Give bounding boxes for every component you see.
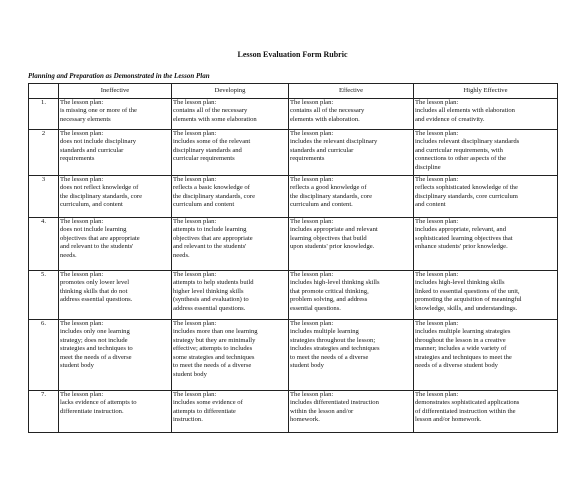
cell-text-line: higher level thinking skills xyxy=(173,287,244,295)
cell-text-line: differentiate instruction. xyxy=(60,407,124,415)
rubric-cell-highly-effective xyxy=(414,320,558,391)
cell-text-line: The lesson plan: xyxy=(415,130,459,137)
cell-text-line: strategies and techniques to meet the xyxy=(415,353,512,361)
rubric-cell-highly-effective xyxy=(414,130,558,176)
cell-text-line: disciplinary standards and xyxy=(173,146,242,154)
cell-text-line: manner; includes a wide variety of xyxy=(415,345,507,353)
cell-text-line: curriculum and content xyxy=(173,201,235,209)
cell-text-line: homework. xyxy=(290,416,320,424)
cell-text-line: requirements xyxy=(290,155,325,163)
header-number xyxy=(29,84,59,99)
cell-text-line: strategy; does not include xyxy=(60,336,128,344)
cell-text-line: instruction. xyxy=(173,416,203,424)
cell-text-line: The lesson plan: xyxy=(415,271,459,278)
cell-text-line: essential questions. xyxy=(290,304,341,312)
cell-text-line: The lesson plan: xyxy=(60,218,104,225)
cell-text-line: of differentiated instruction within the xyxy=(415,407,516,415)
cell-text-line: promoting the acquisition of meaningful xyxy=(415,296,522,304)
cell-text-line: learning objectives that build xyxy=(290,234,367,242)
cell-text-line: that promote critical thinking, xyxy=(290,287,369,295)
cell-text-line: reflects sophisticated knowledge of the xyxy=(415,184,518,192)
cell-text-line: the disciplinary standards, core xyxy=(60,192,143,200)
rubric-cell-highly-effective xyxy=(414,271,558,320)
cell-text-line: contains all of the necessary xyxy=(290,107,365,115)
cell-text-line: requirements xyxy=(60,155,95,163)
cell-text-line: strategy but they are minimally xyxy=(173,336,256,344)
rubric-cell-effective xyxy=(289,218,414,271)
rubric-cell-ineffective xyxy=(59,391,172,433)
cell-text-line: The lesson plan: xyxy=(290,99,334,106)
cell-text-line: includes all elements with elaboration xyxy=(415,107,515,115)
cell-text-line: curriculum, and content xyxy=(60,201,123,209)
cell-text-line: knowledge, skills, and understandings. xyxy=(415,304,518,312)
header-highly-effective: Highly Effective xyxy=(414,84,558,99)
cell-text-line: The lesson plan: xyxy=(415,391,459,398)
cell-text-line: to meet the needs of a diverse xyxy=(173,362,252,370)
cell-text-line: reflects a good knowledge of xyxy=(290,184,367,192)
rubric-body xyxy=(29,99,558,433)
header-developing: Developing xyxy=(172,84,289,99)
cell-text-line: lacks evidence of attempts to xyxy=(60,399,137,407)
cell-text-line: and evidence of creativity. xyxy=(415,115,485,123)
rubric-cell-effective xyxy=(289,99,414,130)
cell-text-line: student body xyxy=(60,362,94,370)
table-row xyxy=(29,271,558,320)
cell-text-line: throughout the lesson in a creative xyxy=(415,336,506,344)
cell-text-line: includes multiple learning strategies xyxy=(415,328,511,336)
rubric-cell-developing xyxy=(172,271,289,320)
cell-text-line: strategies and techniques to xyxy=(60,345,133,353)
cell-text-line: The lesson plan: xyxy=(415,99,459,106)
row-number: 6. xyxy=(29,320,59,391)
cell-text-line: The lesson plan: xyxy=(290,271,334,278)
cell-text-line: The lesson plan: xyxy=(415,176,459,183)
cell-text-line: attempts to differentiate xyxy=(173,407,236,415)
cell-text-line: includes the relevant disciplinary xyxy=(290,138,378,146)
cell-text-line: needs. xyxy=(173,251,190,259)
cell-text-line: elements with elaboration. xyxy=(290,115,360,123)
cell-text-line: upon students' prior knowledge. xyxy=(290,243,375,251)
document-title: Lesson Evaluation Form Rubric xyxy=(237,50,348,59)
cell-text-line: The lesson plan: xyxy=(173,391,217,398)
cell-text-line: strategies throughout the lesson; xyxy=(290,336,376,344)
cell-text-line: The lesson plan: xyxy=(290,391,334,398)
cell-text-line: The lesson plan: xyxy=(60,271,104,278)
cell-text-line: The lesson plan: xyxy=(173,218,217,225)
row-number: 1. xyxy=(29,99,59,130)
cell-text-line: The lesson plan: xyxy=(173,99,217,106)
row-number: 7. xyxy=(29,391,59,433)
cell-text-line: includes differentiated instruction xyxy=(290,399,379,407)
rubric-cell-highly-effective xyxy=(414,176,558,218)
rubric-cell-effective xyxy=(289,130,414,176)
cell-text-line: elements with some elaboration xyxy=(173,115,257,123)
rubric-cell-highly-effective xyxy=(414,99,558,130)
cell-text-line: disciplinary standards, core curriculum xyxy=(415,192,518,200)
cell-text-line: standards and curricular xyxy=(290,146,354,154)
cell-text-line: student body xyxy=(173,370,207,378)
header-ineffective: Ineffective xyxy=(59,84,172,99)
rubric-table xyxy=(28,83,558,433)
cell-text-line: to meet the needs of a diverse xyxy=(290,353,369,361)
rubric-cell-ineffective xyxy=(59,320,172,391)
cell-text-line: address essential questions. xyxy=(173,304,246,312)
table-row xyxy=(29,320,558,391)
cell-text-line: does not reflect knowledge of xyxy=(60,184,139,192)
cell-text-line: The lesson plan: xyxy=(60,320,104,327)
rubric-cell-developing xyxy=(172,99,289,130)
rubric-cell-effective xyxy=(289,271,414,320)
cell-text-line: is missing one or more of the xyxy=(60,107,137,115)
cell-text-line: curriculum and content. xyxy=(290,201,353,209)
cell-text-line: The lesson plan: xyxy=(60,391,104,398)
table-row xyxy=(29,391,558,433)
rubric-header-row xyxy=(29,84,558,99)
rubric-cell-ineffective xyxy=(59,271,172,320)
cell-text-line: demonstrates sophisticated applications xyxy=(415,399,520,407)
rubric-cell-developing xyxy=(172,176,289,218)
cell-text-line: The lesson plan: xyxy=(173,320,217,327)
cell-text-line: discipline xyxy=(415,163,441,171)
cell-text-line: lesson and/or homework. xyxy=(415,416,482,424)
table-row xyxy=(29,130,558,176)
rubric-cell-effective xyxy=(289,176,414,218)
cell-text-line: does not include disciplinary xyxy=(60,138,136,146)
header-effective: Effective xyxy=(289,84,414,99)
row-number: 3 xyxy=(29,176,59,218)
cell-text-line: includes appropriate and relevant xyxy=(290,226,378,234)
cell-text-line: The lesson plan: xyxy=(415,320,459,327)
cell-text-line: promotes only lower level xyxy=(60,279,130,287)
cell-text-line: The lesson plan: xyxy=(173,176,217,183)
cell-text-line: includes multiple learning xyxy=(290,328,359,336)
cell-text-line: and relevant to the students' xyxy=(60,243,134,251)
cell-text-line: does not include learning xyxy=(60,226,127,234)
cell-text-line: sophisticated learning objectives that xyxy=(415,234,513,242)
cell-text-line: and content xyxy=(415,201,446,209)
cell-text-line: objectives that are appropriate xyxy=(60,234,140,242)
cell-text-line: includes high-level thinking skills xyxy=(415,279,505,287)
cell-text-line: The lesson plan: xyxy=(60,99,104,106)
table-row xyxy=(29,99,558,130)
row-number: 4. xyxy=(29,218,59,271)
table-row xyxy=(29,218,558,271)
cell-text-line: and relevant to the students' xyxy=(173,243,247,251)
cell-text-line: connections to other aspects of the xyxy=(415,155,507,163)
rubric-cell-ineffective xyxy=(59,176,172,218)
cell-text-line: (synthesis and evaluation) to xyxy=(173,296,249,304)
cell-text-line: and curricular requirements, with xyxy=(415,146,503,154)
cell-text-line: meet the needs of a diverse xyxy=(60,353,132,361)
rubric-cell-effective xyxy=(289,320,414,391)
rubric-cell-effective xyxy=(289,391,414,433)
section-heading: Planning and Preparation as Demonstrated in the Lesson Plan xyxy=(28,72,210,80)
cell-text-line: effective; attempts to includes xyxy=(173,345,253,353)
row-number: 5. xyxy=(29,271,59,320)
rubric-cell-ineffective xyxy=(59,99,172,130)
cell-text-line: The lesson plan: xyxy=(290,320,334,327)
cell-text-line: some strategies and techniques xyxy=(173,353,255,361)
rubric-cell-developing xyxy=(172,320,289,391)
cell-text-line: reflects a basic knowledge of xyxy=(173,184,250,192)
cell-text-line: The lesson plan: xyxy=(415,218,459,225)
cell-text-line: the disciplinary standards, core xyxy=(290,192,373,200)
cell-text-line: linked to essential questions of the unit, xyxy=(415,287,520,295)
cell-text-line: The lesson plan: xyxy=(173,130,217,137)
table-row xyxy=(29,176,558,218)
cell-text-line: The lesson plan: xyxy=(173,271,217,278)
cell-text-line: enhance students' prior knowledge. xyxy=(415,243,508,251)
cell-text-line: curricular requirements xyxy=(173,155,235,163)
cell-text-line: The lesson plan: xyxy=(290,130,334,137)
cell-text-line: The lesson plan: xyxy=(290,218,334,225)
cell-text-line: standards and curricular xyxy=(60,146,124,154)
cell-text-line: needs. xyxy=(60,251,77,259)
rubric-cell-ineffective xyxy=(59,218,172,271)
cell-text-line: student body xyxy=(290,362,324,370)
cell-text-line: includes high-level thinking skills xyxy=(290,279,380,287)
cell-text-line: includes strategies and techniques xyxy=(290,345,380,353)
rubric-cell-highly-effective xyxy=(414,391,558,433)
rubric-cell-developing xyxy=(172,218,289,271)
cell-text-line: address essential questions. xyxy=(60,296,133,304)
cell-text-line: includes relevant disciplinary standards xyxy=(415,138,520,146)
cell-text-line: objectives that are appropriate xyxy=(173,234,253,242)
row-number: 2 xyxy=(29,130,59,176)
rubric-cell-developing xyxy=(172,391,289,433)
cell-text-line: includes some of the relevant xyxy=(173,138,251,146)
cell-text-line: includes more than one learning xyxy=(173,328,258,336)
cell-text-line: The lesson plan: xyxy=(290,176,334,183)
cell-text-line: the disciplinary standards, core xyxy=(173,192,256,200)
cell-text-line: thinking skills that do not xyxy=(60,287,128,295)
cell-text-line: necessary elements xyxy=(60,115,111,123)
cell-text-line: attempts to help students build xyxy=(173,279,254,287)
cell-text-line: includes some evidence of xyxy=(173,399,243,407)
cell-text-line: The lesson plan: xyxy=(60,176,104,183)
cell-text-line: attempts to include learning xyxy=(173,226,247,234)
rubric-cell-ineffective xyxy=(59,130,172,176)
cell-text-line: contains all of the necessary xyxy=(173,107,248,115)
cell-text-line: includes appropriate, relevant, and xyxy=(415,226,506,234)
rubric-cell-highly-effective xyxy=(414,218,558,271)
cell-text-line: The lesson plan: xyxy=(60,130,104,137)
cell-text-line: needs of a diverse student body xyxy=(415,362,498,370)
cell-text-line: includes only one learning xyxy=(60,328,130,336)
cell-text-line: problem solving, and address xyxy=(290,296,368,304)
rubric-cell-developing xyxy=(172,130,289,176)
cell-text-line: within the lesson and/or xyxy=(290,407,354,415)
